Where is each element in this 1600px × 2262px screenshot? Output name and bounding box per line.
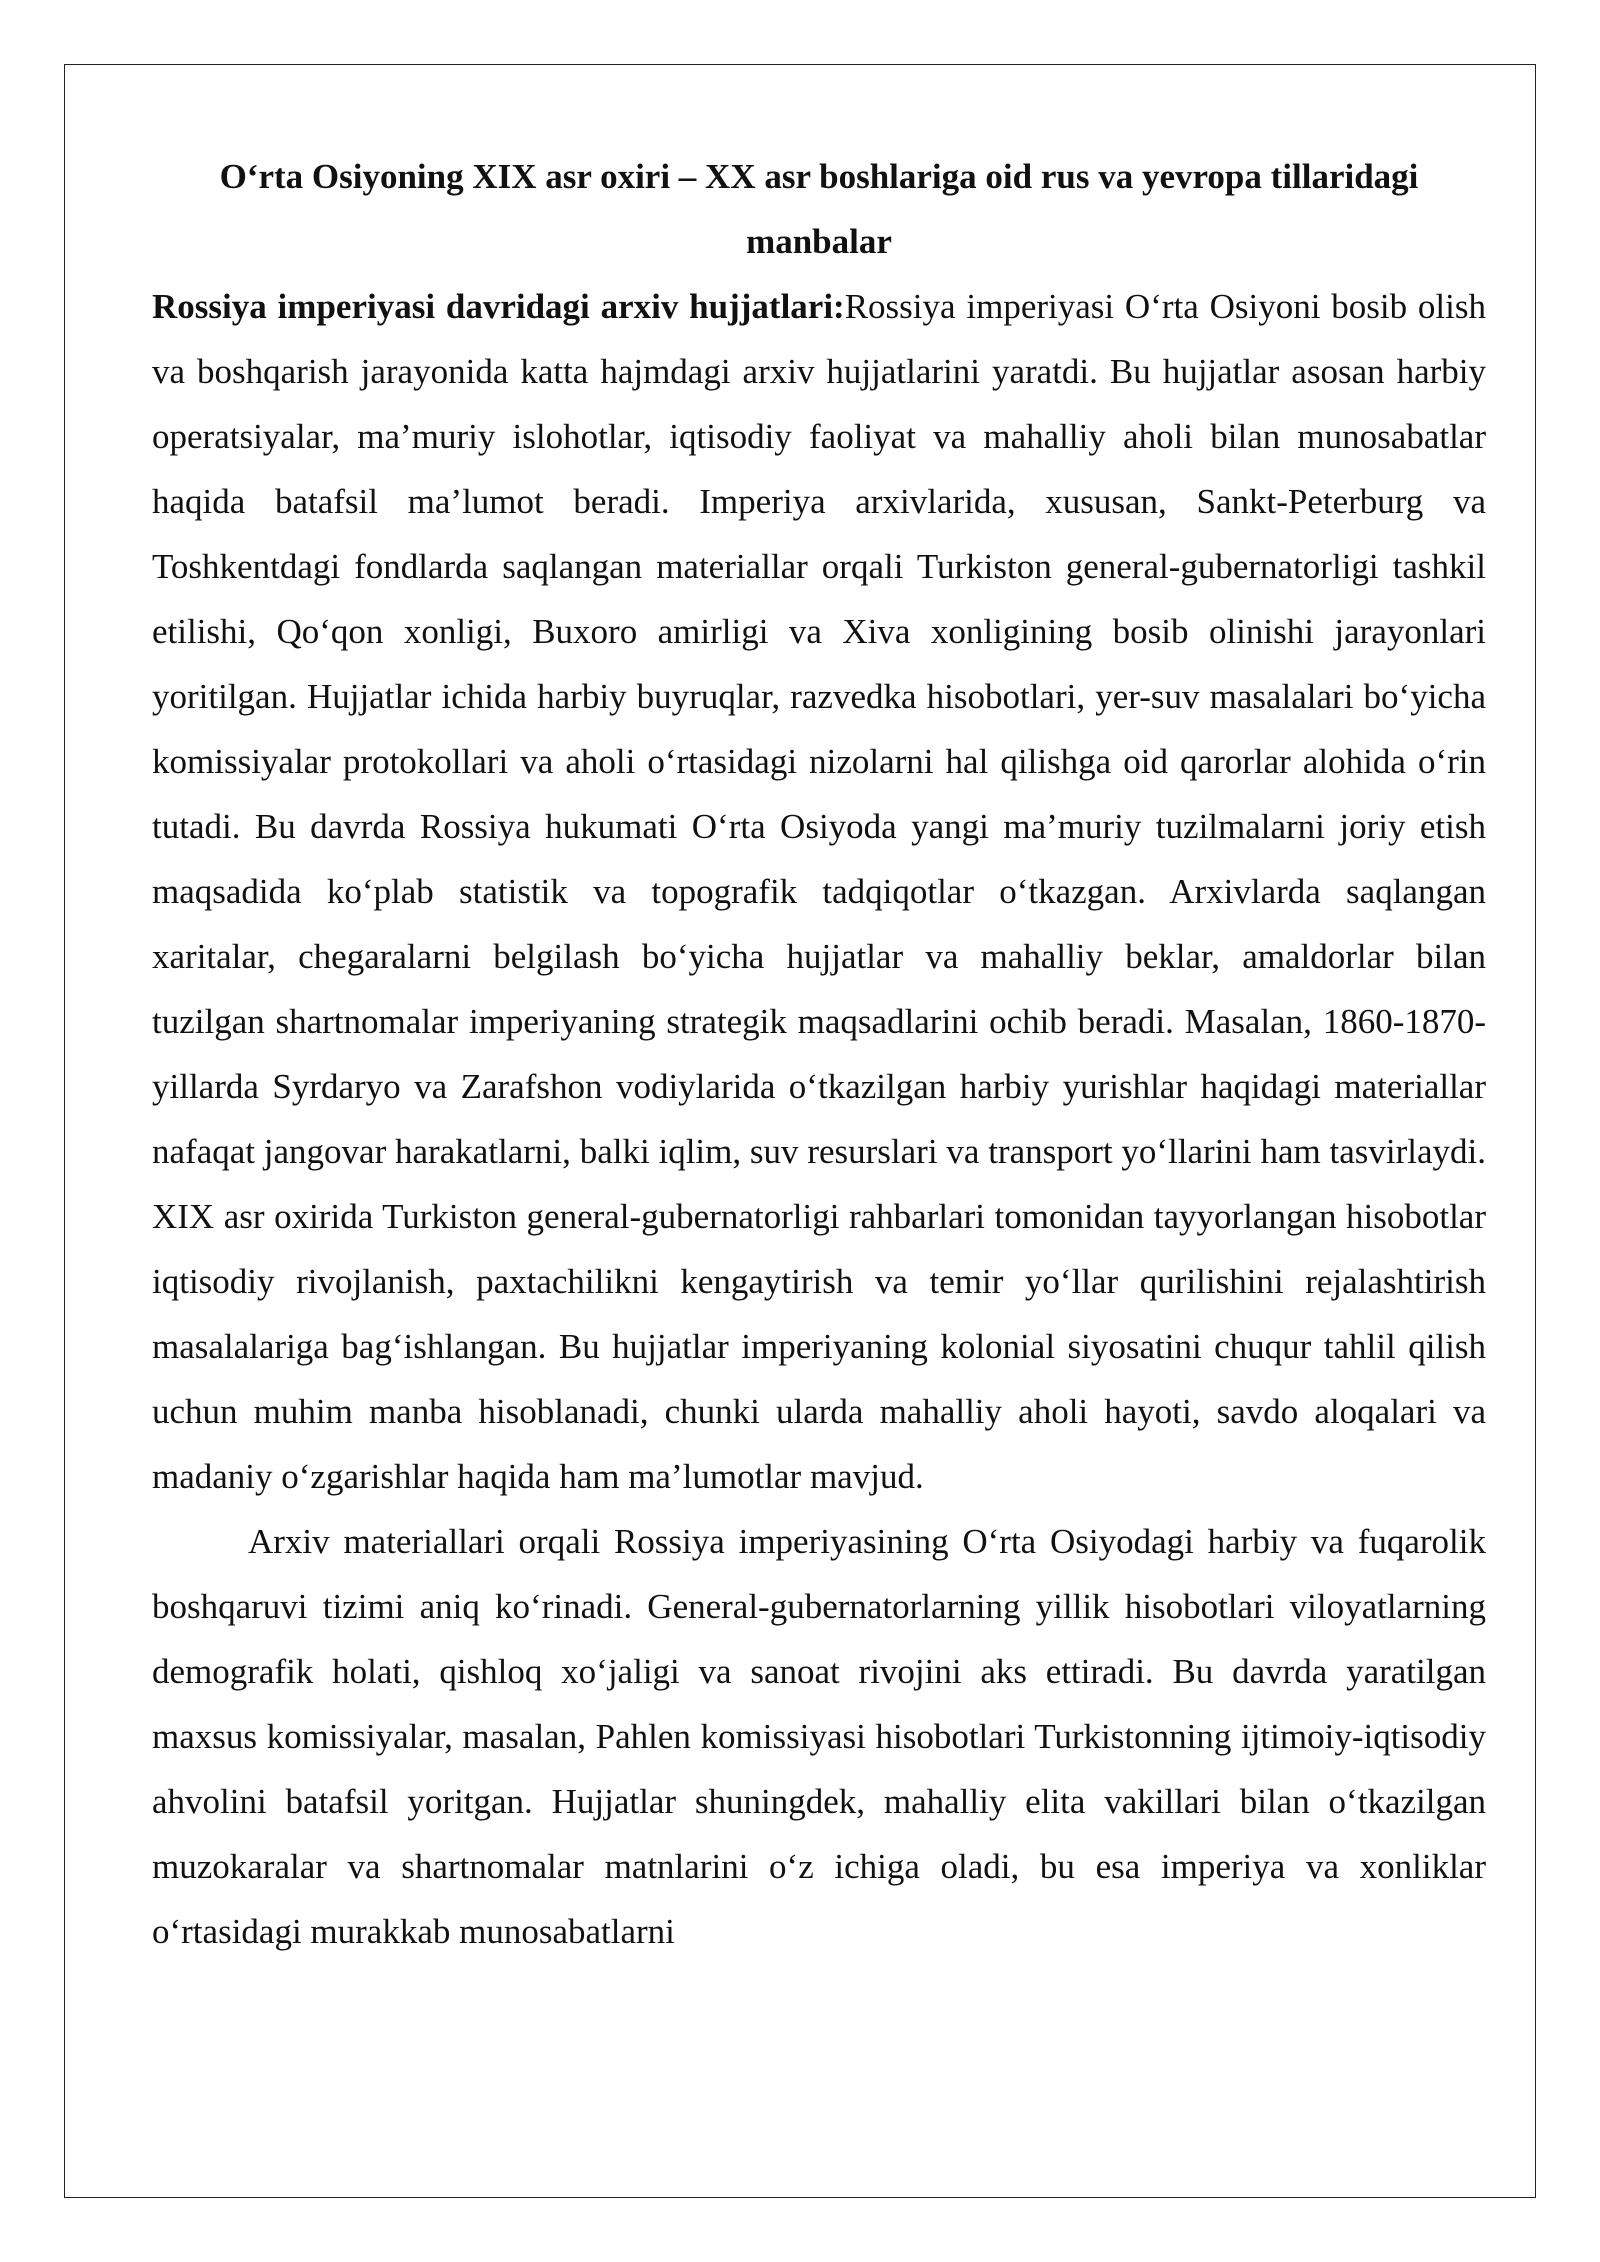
paragraph-1-text: Rossiya imperiyasi O‘rta Osiyoni bosib olish va boshqarish jarayonida katta hajmdagi arxiv hujjatlarini yaratdi. Bu hujjatlar asosan harbiy operatsiyalar, ma’muriy islohotlar, iqtisodiy faoliyat va mahalliy aholi bilan munosabatlar haqida batafsil ma’lumot beradi. Imperiya arxivlarida, xususan, Sankt-Peterburg va Toshkentdagi fondlarda saqlangan materiallar orqali Turkiston general-gubernatorligi tashkil etilishi, Qo‘qon xonligi, Buxoro amirligi va Xiva xonligining bosib olinishi jarayonlari yoritilgan. Hujjatlar ichida harbiy buyruqlar, razvedka hisobotlari, yer-suv masalalari bo‘yicha komissiyalar protokollari va aholi o‘rtasidagi nizolarni hal qilishga oid qarorlar alohida o‘rin tutadi. Bu davrda Rossiya hukumati O‘rta Osiyoda yangi ma’muriy tuzilmalarni joriy etish maqsadida ko‘plab statistik va topografik tadqiqotlar o‘tkazgan. Arxivlarda saqlangan xaritalar, chegaralarni belgilash bo‘yicha hujjatlar va mahalliy beklar, amaldorlar bilan tuzilgan shartnomalar imperiyaning strategik maqsadlarini ochib beradi. Masalan, 1860-1870-yillarda Syrdaryo va Zarafshon vodiylarida o‘tkazilgan harbiy yurishlar haqidagi materiallar nafaqat jangovar harakatlarni, balki iqlim, suv resurslari va transport yo‘llarini ham tasvirlaydi. XIX asr oxirida Turkiston general-gubernatorligi rahbarlari tomonidan tayyorlangan hisobotlar iqtisodiy rivojlanish, paxtachilikni kengaytirish va temir yo‘llar qurilishini rejalashtirish masalalariga bag‘ishlangan. Bu hujjatlar imperiyaning kolonial siyosatini chuqur tahlil qilish uchun muhim manba hisoblanadi, chunki ularda mahalliy aholi hayoti, savdo aloqalari va madaniy o‘zgarishlar haqida ham ma’lumotlar mavjud. [152, 287, 1486, 1496]
document-title: O‘rta Osiyoning XIX asr oxiri – XX asr boshlariga oid rus va yevropa tillaridagi manbalar [219, 157, 1419, 261]
document-body [152, 144, 1486, 1964]
paragraph-1 [152, 274, 1486, 1509]
section-heading: Rossiya imperiyasi davridagi arxiv hujjatlari: [152, 287, 845, 326]
paragraph-2: Arxiv materiallari orqali Rossiya imperiyasining O‘rta Osiyodagi harbiy va fuqarolik boshqaruvi tizimi aniq ko‘rinadi. General-gubernatorlarning yillik hisobotlari viloyatlarning demografik holati, qishloq xo‘jaligi va sanoat rivojini aks ettiradi. Bu davrda yaratilgan maxsus komissiyalar, masalan, Pahlen komissiyasi hisobotlari Turkistonning ijtimoiy-iqtisodiy ahvolini batafsil yoritgan. Hujjatlar shuningdek, mahalliy elita vakillari bilan o‘tkazilgan muzokaralar va shartnomalar matnlarini o‘z ichiga oladi, bu esa imperiya va xonliklar o‘rtasidagi murakkab munosabatlarni [152, 1522, 1486, 1951]
